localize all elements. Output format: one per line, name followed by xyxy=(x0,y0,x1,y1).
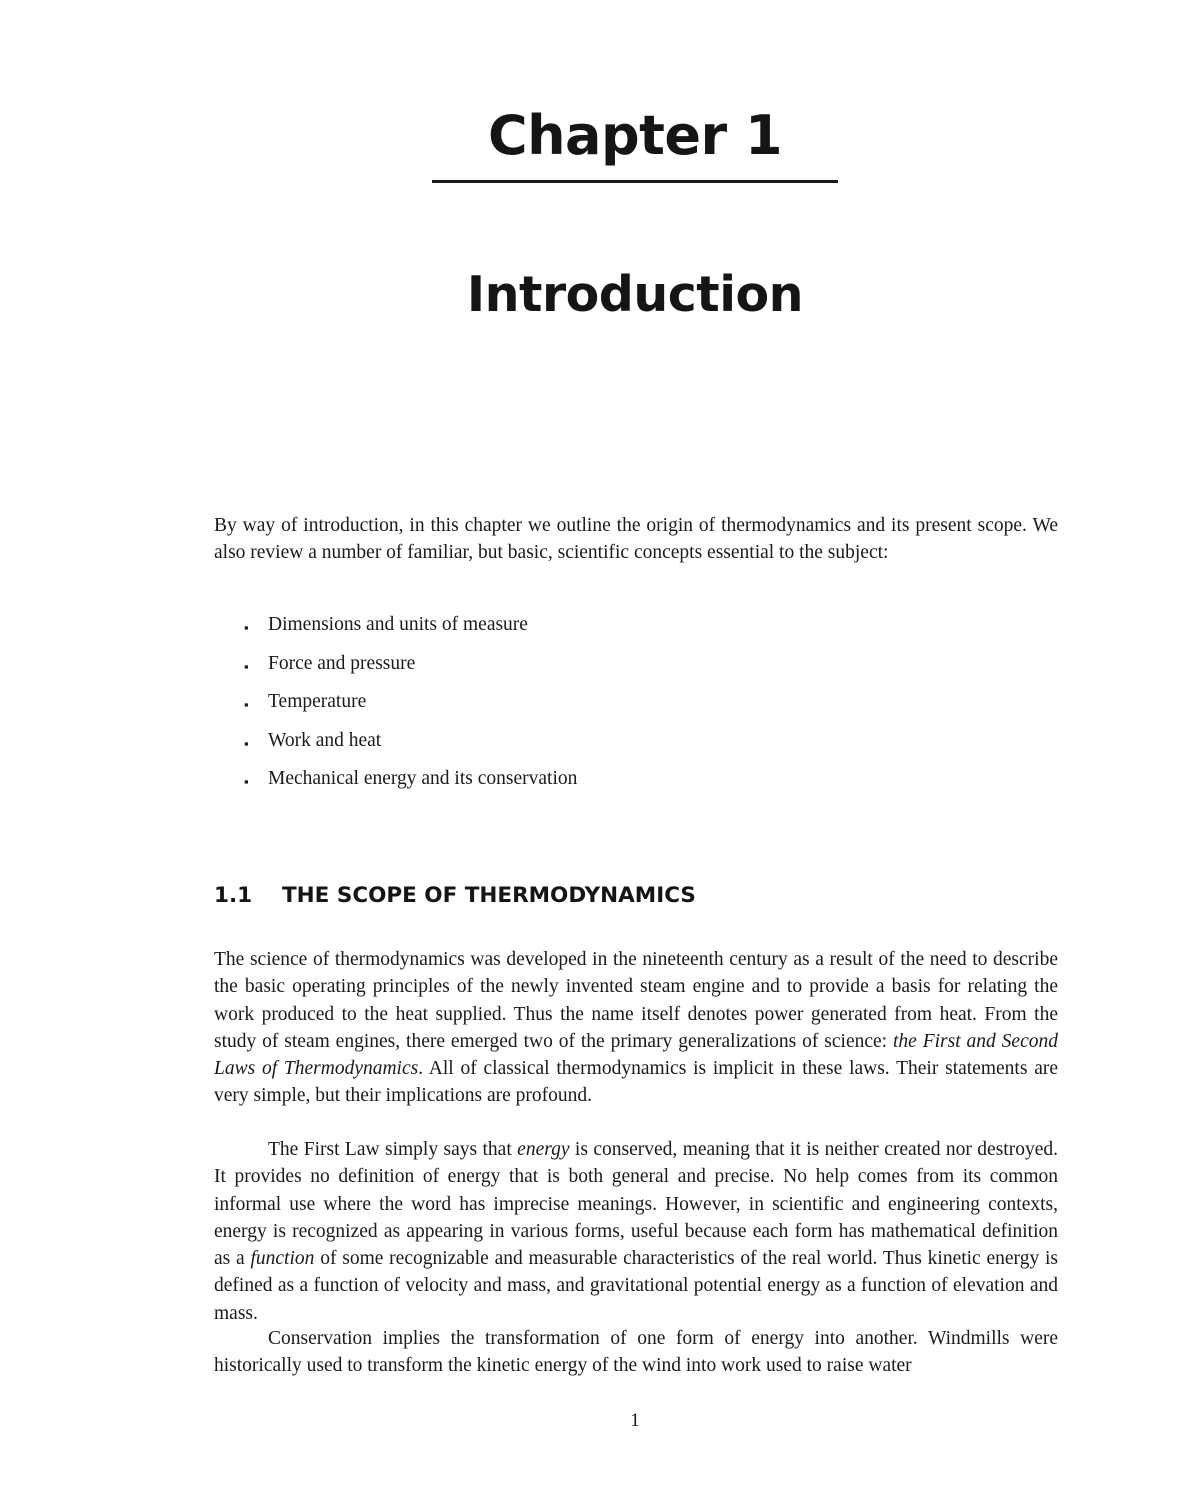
list-item xyxy=(244,691,577,730)
paragraph-text: The science of thermodynamics was developed in the nineteenth century as a result of the need to describe the basic operating principles of the newly invented steam engine and to provide a basis for relating the work produced to the heat supplied. Thus the name itself denotes power generated from heat. From the study of steam engines, there emerged two of the primary generalizations of science: xyxy=(214,949,1058,1052)
emphasized-text: energy xyxy=(517,1139,570,1160)
paragraph-text: of some recognizable and measurable characteristics of the real world. Thus kinetic energy is defined as a function of velocity and mass, and gravitational potential energy as a function of elevation and mass. xyxy=(214,1248,1058,1324)
list-item-label: Work and heat xyxy=(268,729,382,751)
list-item-label: Mechanical energy and its conservation xyxy=(268,768,578,789)
list-item-label: Temperature xyxy=(268,691,367,712)
list-item-label: Dimensions and units of measure xyxy=(268,614,528,635)
chapter-rule-divider xyxy=(432,180,838,183)
bullet-icon: ▪ xyxy=(244,620,249,635)
paragraph-text: is conserved, meaning that it is neither created nor destroyed. It provides no definition of energy that is both general and precise. No help comes from its common informal use where the word has imprecise meanings. However, in scientific and engineering contexts, energy is recognized as appearing in various forms, useful because each form has mathematical definition as a xyxy=(214,1139,1058,1270)
list-item xyxy=(244,614,577,653)
body-paragraph-1 xyxy=(214,946,1058,1110)
bullet-icon: ▪ xyxy=(244,697,249,712)
chapter-label: Chapter 1 xyxy=(487,104,783,167)
list-item-label: Force and pressure xyxy=(268,652,416,674)
list-item xyxy=(244,653,577,692)
paragraph-text: The First Law simply says that xyxy=(268,1139,518,1160)
body-paragraph-2 xyxy=(214,1136,1058,1327)
section-heading xyxy=(214,883,696,908)
chapter-title: Introduction xyxy=(466,266,804,323)
emphasized-text: the First and Second Laws of Thermodynamics xyxy=(214,1030,1058,1080)
page-number: 1 xyxy=(630,1410,640,1431)
body-paragraph-3: Conservation implies the transformation of one form of energy into another. Windmills were historically used to transform the kinetic energy of the wind into work used to raise water xyxy=(214,1328,1058,1377)
section-number: 1.1 xyxy=(214,883,253,908)
list-item xyxy=(244,768,577,807)
bullet-icon: ▪ xyxy=(244,735,249,751)
emphasized-text: function xyxy=(250,1248,315,1270)
topic-list xyxy=(244,614,577,807)
list-item xyxy=(244,730,577,769)
paragraph-text: . All of classical thermodynamics is implicit in these laws. Their statements are very simple, but their implications are profound. xyxy=(214,1058,1058,1107)
bullet-icon: ▪ xyxy=(244,774,249,789)
intro-paragraph: By way of introduction, in this chapter we outline the origin of thermodynamics and its present scope. We also review a number of familiar, but basic, scientific concepts essential to the subject: xyxy=(214,515,1058,564)
bullet-icon: ▪ xyxy=(244,658,249,674)
section-title: THE SCOPE OF THERMODYNAMICS xyxy=(282,883,696,908)
